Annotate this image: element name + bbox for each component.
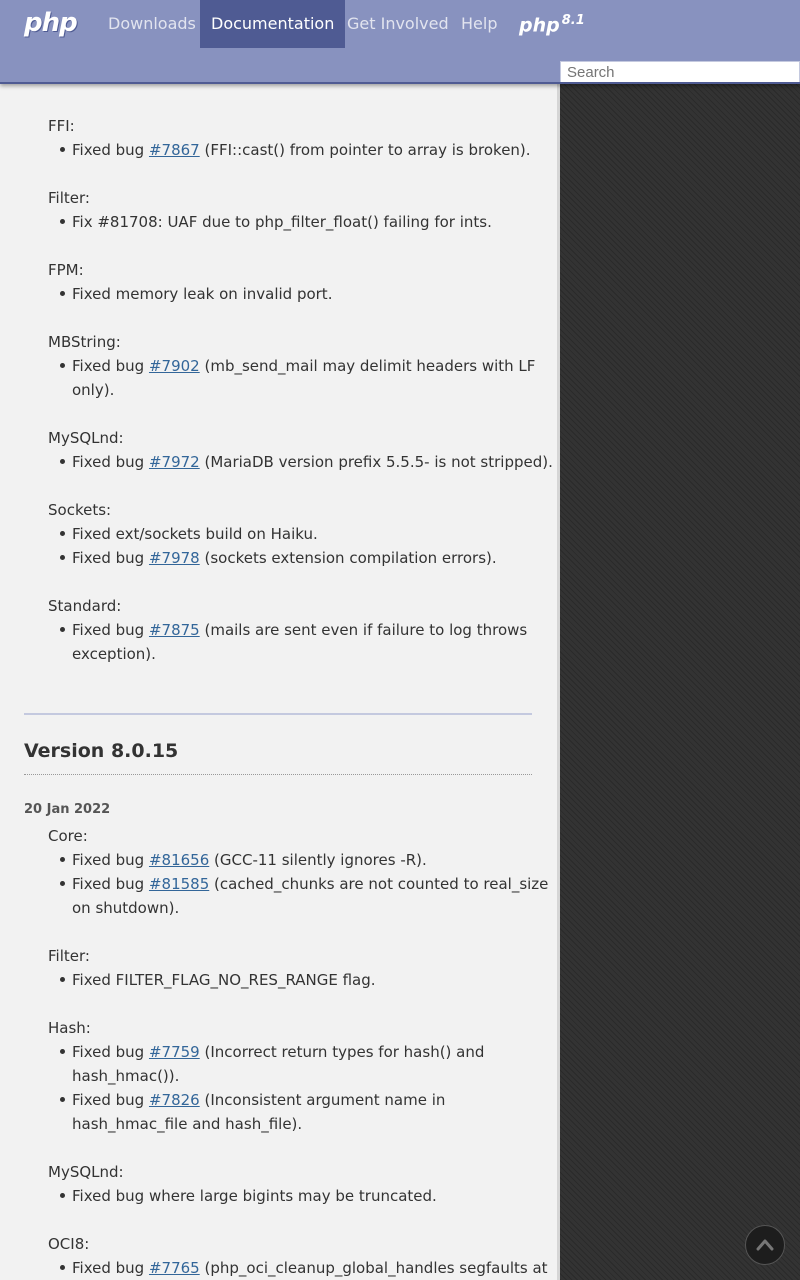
category-label: Standard: bbox=[48, 597, 122, 615]
entry-prefix: Fixed bug bbox=[72, 621, 149, 639]
entry-prefix: Fixed bug bbox=[72, 851, 149, 869]
bullet bbox=[60, 881, 65, 886]
changelog-entry-continued: exception). bbox=[72, 645, 156, 663]
bullet bbox=[60, 219, 65, 224]
bug-link[interactable]: #81656 bbox=[148, 851, 210, 869]
category-label: Core: bbox=[48, 827, 88, 845]
php-version-logo[interactable] bbox=[519, 13, 585, 36]
bug-link[interactable]: #7875 bbox=[148, 621, 200, 639]
category-label: MySQLnd: bbox=[48, 1163, 124, 1181]
changelog-entry bbox=[72, 1256, 548, 1280]
changelog-entry bbox=[72, 1040, 484, 1064]
bug-link[interactable]: #7902 bbox=[148, 357, 200, 375]
bullet bbox=[60, 291, 65, 296]
release-date: 20 Jan 2022 bbox=[24, 802, 111, 817]
changelog-entry: Fixed FILTER_FLAG_NO_RES_RANGE flag. bbox=[72, 971, 376, 989]
bullet bbox=[60, 1193, 65, 1198]
changelog-entry bbox=[72, 450, 553, 474]
entry-prefix: Fixed bug bbox=[72, 1091, 149, 1109]
bullet bbox=[60, 857, 65, 862]
changelog-entry-continued: only). bbox=[72, 381, 115, 399]
category-label: Filter: bbox=[48, 189, 90, 207]
category-label: FPM: bbox=[48, 261, 84, 279]
changelog-entry bbox=[72, 618, 527, 642]
bug-link[interactable]: #7978 bbox=[148, 549, 200, 567]
entry-text: (php_oci_cleanup_global_handles segfaults at bbox=[199, 1259, 548, 1277]
changelog-entry-continued: on shutdown). bbox=[72, 899, 180, 917]
entry-text: (Incorrect return types for hash() and bbox=[199, 1043, 485, 1061]
bug-link[interactable]: #81585 bbox=[148, 875, 210, 893]
entry-text: (mails are sent even if failure to log throws bbox=[199, 621, 528, 639]
entry-text: (sockets extension compilation errors). bbox=[199, 549, 497, 567]
category-label: Hash: bbox=[48, 1019, 91, 1037]
bug-link[interactable]: #7826 bbox=[148, 1091, 200, 1109]
bullet bbox=[60, 1265, 65, 1270]
category-label: Sockets: bbox=[48, 501, 112, 519]
sidebar bbox=[557, 84, 800, 1280]
changelog-entry bbox=[72, 138, 531, 162]
changelog-entry bbox=[72, 872, 548, 896]
php-logo[interactable]: php bbox=[24, 8, 77, 38]
changelog-entry: Fixed memory leak on invalid port. bbox=[72, 285, 333, 303]
entry-prefix: Fixed bug bbox=[72, 1043, 149, 1061]
bullet bbox=[60, 459, 65, 464]
entry-prefix: Fixed bug bbox=[72, 1259, 149, 1277]
entry-prefix: Fixed bug bbox=[72, 875, 149, 893]
changelog-entry bbox=[72, 354, 535, 378]
bug-link[interactable]: #7759 bbox=[148, 1043, 200, 1061]
bullet bbox=[60, 1097, 65, 1102]
bullet bbox=[60, 627, 65, 632]
changelog-entry bbox=[72, 546, 497, 570]
php-version-logo-text: php bbox=[519, 14, 560, 37]
chevron-up-icon bbox=[755, 1235, 775, 1255]
nav-documentation[interactable]: Documentation bbox=[200, 0, 345, 48]
entry-text: (GCC-11 silently ignores -R). bbox=[209, 851, 427, 869]
heading-underline bbox=[24, 774, 532, 775]
entry-prefix: Fixed bug bbox=[72, 141, 149, 159]
entry-text: (MariaDB version prefix 5.5.5- is not stripped). bbox=[199, 453, 553, 471]
version-heading: Version 8.0.15 bbox=[24, 740, 179, 762]
category-label: OCI8: bbox=[48, 1235, 90, 1253]
bullet bbox=[60, 1049, 65, 1054]
entry-text: (mb_send_mail may delimit headers with LF bbox=[199, 357, 536, 375]
changelog-entry bbox=[72, 1088, 445, 1112]
bullet bbox=[60, 555, 65, 560]
category-label: MySQLnd: bbox=[48, 429, 124, 447]
changelog-entry-continued: hash_hmac_file and hash_file). bbox=[72, 1115, 303, 1133]
changelog-entry: Fixed ext/sockets build on Haiku. bbox=[72, 525, 318, 543]
bug-link[interactable]: #7765 bbox=[148, 1259, 200, 1277]
category-label: Filter: bbox=[48, 947, 90, 965]
bullet bbox=[60, 531, 65, 536]
search-input[interactable] bbox=[560, 61, 800, 83]
category-label: MBString: bbox=[48, 333, 121, 351]
section-divider bbox=[24, 713, 532, 715]
category-label: FFI: bbox=[48, 117, 75, 135]
changelog-entry: Fix #81708: UAF due to php_filter_float() failing for ints. bbox=[72, 213, 492, 231]
navbar-border bbox=[0, 82, 800, 84]
entry-prefix: Fixed bug bbox=[72, 357, 149, 375]
php-version-number: 8.1 bbox=[561, 13, 585, 28]
entry-prefix: Fixed bug bbox=[72, 549, 149, 567]
bullet bbox=[60, 363, 65, 368]
bullet bbox=[60, 977, 65, 982]
back-to-top-button[interactable] bbox=[745, 1225, 785, 1265]
nav-get-involved[interactable]: Get Involved bbox=[347, 14, 449, 33]
nav-help[interactable]: Help bbox=[461, 14, 498, 33]
entry-prefix: Fixed bug bbox=[72, 453, 149, 471]
bullet bbox=[60, 147, 65, 152]
top-navbar bbox=[0, 0, 800, 84]
bug-link[interactable]: #7972 bbox=[148, 453, 200, 471]
changelog-entry bbox=[72, 848, 427, 872]
entry-text: (FFI::cast() from pointer to array is broken). bbox=[199, 141, 531, 159]
changelog-entry-continued: hash_hmac()). bbox=[72, 1067, 180, 1085]
entry-text: (cached_chunks are not counted to real_size bbox=[209, 875, 549, 893]
nav-downloads[interactable]: Downloads bbox=[108, 14, 196, 33]
bug-link[interactable]: #7867 bbox=[148, 141, 200, 159]
entry-text: (Inconsistent argument name in bbox=[199, 1091, 446, 1109]
changelog-entry: Fixed bug where large bigints may be truncated. bbox=[72, 1187, 437, 1205]
